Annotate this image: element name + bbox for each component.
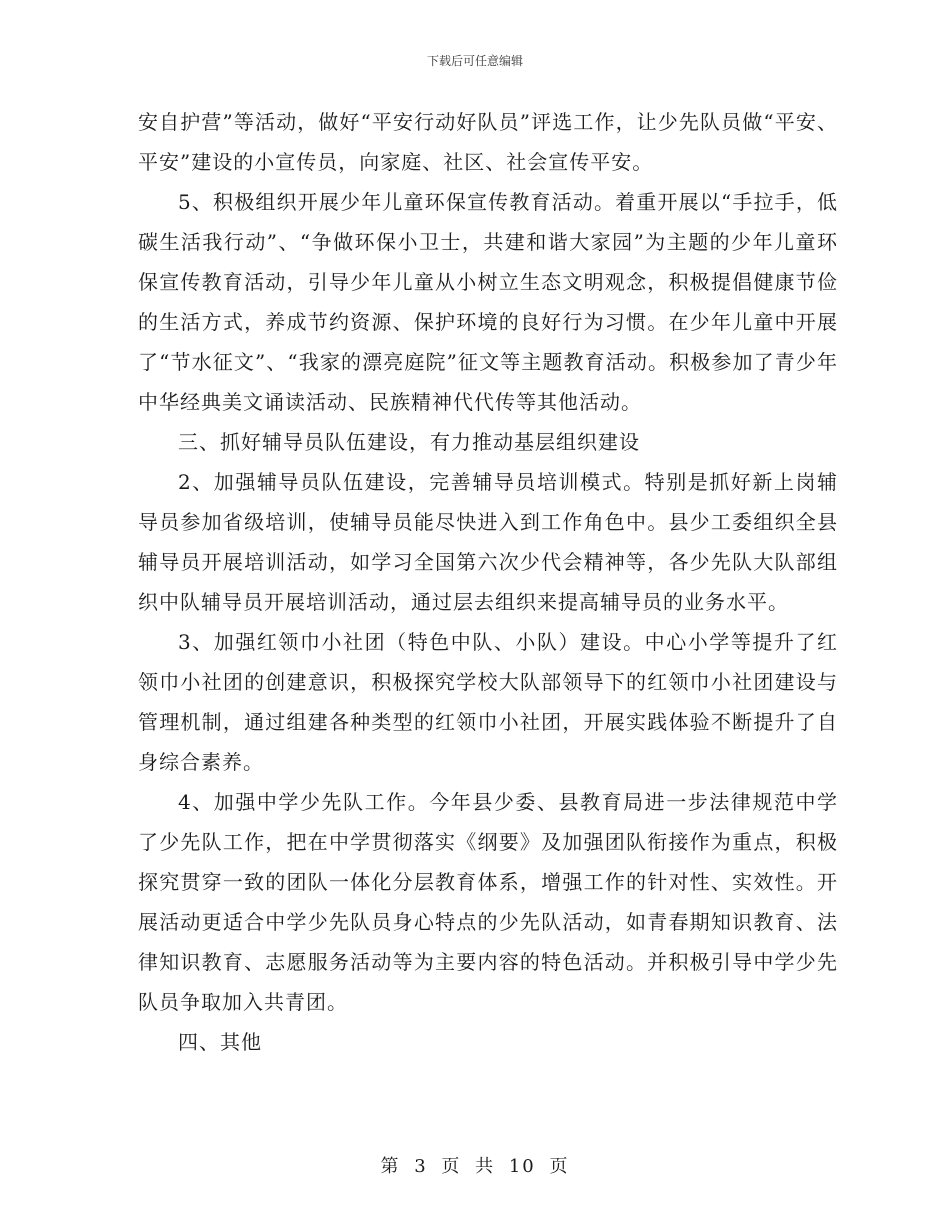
section-heading-4: 四、其他 (178, 1030, 262, 1054)
paragraph-item-2: 2、加强辅导员队伍建设，完善辅导员培训模式。特别是抓好新上岗辅导员参加省级培训，使辅导员能尽快进入到工作角色中。县少工委组织全县辅导员开展培训活动，如学习全国第六次少代会精神等，各少先队大队部组织中队辅导员开展培训活动，通过层去组织来提高辅导员的业务水平。 (138, 470, 838, 614)
paragraph-item-4: 4、加强中学少先队工作。今年县少委、县教育局进一步法律规范中学了少先队工作，把在中学贯彻落实《纲要》及加强团队衔接作为重点，积极探究贯穿一致的团队一体化分层教育体系，增强工作的针对性、实效性。开展活动更适合中学少先队员身心特点的少先队活动，如青春期知识教育、法律知识教育、志愿服务活动等为主要内容的特色活动。并积极引导中学少先队员争取加入共青团。 (138, 790, 838, 1014)
paragraph-item-5: 5、积极组织开展少年儿童环保宣传教育活动。着重开展以“手拉手，低碳生活我行动”、“争做环保小卫士，共建和谐大家园”为主题的少年儿童环保宣传教育活动，引导少年儿童从小树立生态文明观念，积极提倡健康节俭的生活方式，养成节约资源、保护环境的良好行为习惯。在少年儿童中开展了“节水征文”、“我家的漂亮庭院”征文等主题教育活动。积极参加了青少年中华经典美文诵读活动、民族精神代代传等其他活动。 (138, 190, 838, 414)
header-note: 下载后可任意编辑 (426, 54, 523, 68)
section-heading-3: 三、抓好辅导员队伍建设，有力推动基层组织建设 (178, 430, 640, 454)
paragraph-item-3: 3、加强红领巾小社团（特色中队、小队）建设。中心小学等提升了红领巾小社团的创建意识，积极探究学校大队部领导下的红领巾小社团建设与管理机制，通过组建各种类型的红领巾小社团，开展实践体验不断提升了自身综合素养。 (138, 630, 838, 774)
paragraph-continuation: 安自护营”等活动，做好“平安行动好队员”评选工作，让少先队员做“平安、平安”建设的小宣传员，向家庭、社区、社会宣传平安。 (138, 110, 838, 174)
page-number: 第 3 页 共 10 页 (380, 1156, 570, 1177)
document-body (138, 102, 838, 1062)
